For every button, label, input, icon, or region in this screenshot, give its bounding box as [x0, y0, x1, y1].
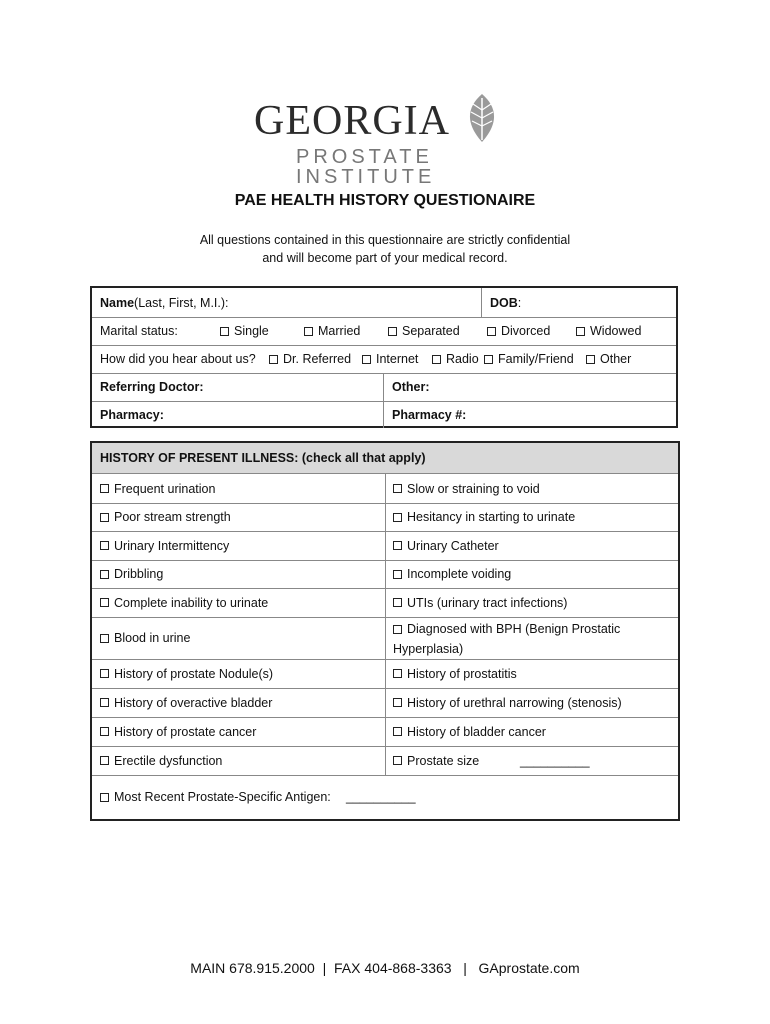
checkbox-icon [100, 513, 109, 522]
checkbox-icon [393, 513, 402, 522]
checkbox-icon [393, 541, 402, 550]
prostatitis-checkbox[interactable] [393, 659, 517, 688]
divider [92, 560, 678, 561]
logo-wordmark: GEORGIA [254, 98, 450, 144]
prostate-size-input[interactable]: __________ [520, 753, 590, 768]
option-label: Prostate size [407, 753, 480, 768]
checkbox-icon [100, 756, 109, 765]
option-label: Internet [376, 352, 419, 366]
checkbox-icon [487, 327, 496, 336]
intro-line-1: All questions contained in this questionnaire are strictly confidential [199, 233, 571, 247]
marital-label: Marital status: [100, 324, 178, 338]
name-field[interactable] [100, 288, 480, 317]
checkbox-icon [393, 756, 402, 765]
option-label-continued: Hyperplasia) [393, 642, 464, 656]
dob-field[interactable] [490, 288, 670, 317]
referring-doctor-field[interactable]: Referring Doctor: [100, 380, 204, 394]
illness-history-section [90, 441, 680, 821]
psa-input[interactable]: __________ [346, 790, 416, 804]
option-label: Widowed [590, 324, 642, 338]
urethral-narrowing-checkbox[interactable] [393, 688, 622, 717]
poor-stream-checkbox[interactable] [100, 503, 231, 531]
option-label: Erectile dysfunction [114, 753, 223, 768]
hear-internet-checkbox[interactable] [362, 345, 418, 373]
option-label: Dribbling [114, 567, 164, 581]
option-label: History of prostate Nodule(s) [114, 666, 274, 681]
marital-divorced-checkbox[interactable] [487, 317, 550, 345]
checkbox-icon [393, 727, 402, 736]
checkbox-icon [100, 669, 109, 678]
checkbox-icon [269, 355, 278, 364]
option-label: Most Recent Prostate-Specific Antigen: [114, 790, 331, 804]
option-label: Diagnosed with BPH (Benign Prostatic [407, 622, 621, 636]
urinary-catheter-checkbox[interactable] [393, 531, 499, 560]
name-hint: (Last, First, M.I.): [134, 295, 229, 310]
option-label: Incomplete voiding [407, 567, 512, 581]
marital-separated-checkbox[interactable] [388, 317, 460, 345]
inability-to-urinate-checkbox[interactable] [100, 588, 268, 617]
option-label: Radio [446, 352, 479, 366]
dribbling-checkbox[interactable] [100, 560, 163, 588]
checkbox-icon [100, 698, 109, 707]
option-label: Poor stream strength [114, 510, 231, 524]
dob-colon: : [517, 295, 522, 310]
logo-subtitle: PROSTATE INSTITUTE [296, 146, 436, 188]
option-label: Hesitancy in starting to urinate [407, 510, 576, 524]
hear-label: How did you hear about us? [100, 352, 256, 366]
option-label: UTIs (urinary tract infections) [407, 595, 568, 610]
hesitancy-checkbox[interactable] [393, 503, 575, 531]
patient-info-section [90, 286, 678, 428]
frequent-urination-checkbox[interactable] [100, 474, 215, 503]
erectile-dysfunction-checkbox[interactable] [100, 746, 222, 775]
checkbox-icon [393, 570, 402, 579]
slow-straining-checkbox[interactable] [393, 474, 540, 503]
checkbox-icon [393, 625, 402, 634]
option-label: History of prostatitis [407, 666, 517, 681]
checkbox-icon [100, 727, 109, 736]
prostate-size-checkbox[interactable] [393, 746, 479, 775]
option-label: Blood in urine [114, 631, 191, 645]
checkbox-icon [304, 327, 313, 336]
logo [250, 92, 530, 188]
urinary-intermittency-checkbox[interactable] [100, 531, 229, 560]
option-label: Urinary Catheter [407, 538, 499, 553]
prostate-nodule-checkbox[interactable] [100, 659, 273, 688]
footer-contact: MAIN 678.915.2000 | FAX 404-868-3363 | GAprostate.com [190, 960, 580, 976]
page-title: PAE HEALTH HISTORY QUESTIONAIRE [234, 192, 536, 209]
hear-radio-checkbox[interactable] [432, 345, 479, 373]
referring-row [92, 373, 676, 401]
marital-married-checkbox[interactable] [304, 317, 360, 345]
option-label: Single [234, 324, 269, 338]
hear-dr-referred-checkbox[interactable] [269, 345, 351, 373]
overactive-bladder-checkbox[interactable] [100, 688, 272, 717]
checkbox-icon [586, 355, 595, 364]
checkbox-icon [100, 484, 109, 493]
intro-text [0, 231, 770, 267]
pharmacy-row [92, 401, 676, 428]
option-label: Separated [402, 324, 460, 338]
checkbox-icon [393, 669, 402, 678]
marital-single-checkbox[interactable] [220, 317, 269, 345]
option-label: Dr. Referred [283, 352, 352, 366]
marital-widowed-checkbox[interactable] [576, 317, 641, 345]
referral-source-row [92, 345, 676, 373]
name-row [92, 288, 676, 317]
option-label: Divorced [501, 324, 551, 338]
option-label: Urinary Intermittency [114, 538, 230, 553]
checkbox-icon [100, 598, 109, 607]
option-label: History of bladder cancer [407, 724, 546, 739]
other-field[interactable]: Other: [392, 380, 430, 394]
option-label: Family/Friend [498, 352, 574, 366]
intro-line-2: and will become part of your medical record. [262, 251, 508, 265]
option-label: Other [600, 352, 632, 366]
checkbox-icon [220, 327, 229, 336]
psa-checkbox[interactable] [100, 775, 331, 819]
checkbox-icon [100, 570, 109, 579]
leaf-icon [462, 92, 502, 144]
checkbox-icon [432, 355, 441, 364]
utis-checkbox[interactable] [393, 588, 567, 617]
checkbox-icon [100, 541, 109, 550]
pharmacy-number-field[interactable]: Pharmacy #: [392, 407, 467, 422]
marital-row [92, 317, 676, 345]
option-label: Married [318, 324, 361, 338]
option-label: Slow or straining to void [407, 481, 540, 496]
option-label: Frequent urination [114, 481, 216, 496]
bladder-cancer-checkbox[interactable] [393, 717, 546, 746]
divider [481, 288, 482, 317]
checkbox-icon [362, 355, 371, 364]
checkbox-icon [484, 355, 493, 364]
divider [385, 474, 386, 775]
option-label: History of overactive bladder [114, 695, 273, 710]
checkbox-icon [388, 327, 397, 336]
section-header: HISTORY OF PRESENT ILLNESS: (check all that apply) [92, 443, 678, 474]
option-label: History of prostate cancer [114, 724, 257, 739]
name-label: Name [100, 295, 135, 310]
checkbox-icon [393, 484, 402, 493]
checkbox-icon [576, 327, 585, 336]
dob-label: DOB [490, 295, 518, 310]
prostate-cancer-checkbox[interactable] [100, 717, 256, 746]
pharmacy-field[interactable]: Pharmacy: [100, 407, 164, 422]
incomplete-voiding-checkbox[interactable] [393, 560, 511, 588]
hear-family-friend-checkbox[interactable] [484, 345, 574, 373]
checkbox-icon [100, 634, 109, 643]
option-label: Complete inability to urinate [114, 595, 269, 610]
bph-checkbox[interactable] [393, 619, 620, 659]
hear-other-checkbox[interactable] [586, 345, 631, 373]
checkbox-icon [100, 793, 109, 802]
checkbox-icon [393, 598, 402, 607]
checkbox-icon [393, 698, 402, 707]
blood-in-urine-checkbox[interactable] [100, 617, 190, 659]
option-label: History of urethral narrowing (stenosis) [407, 695, 622, 710]
